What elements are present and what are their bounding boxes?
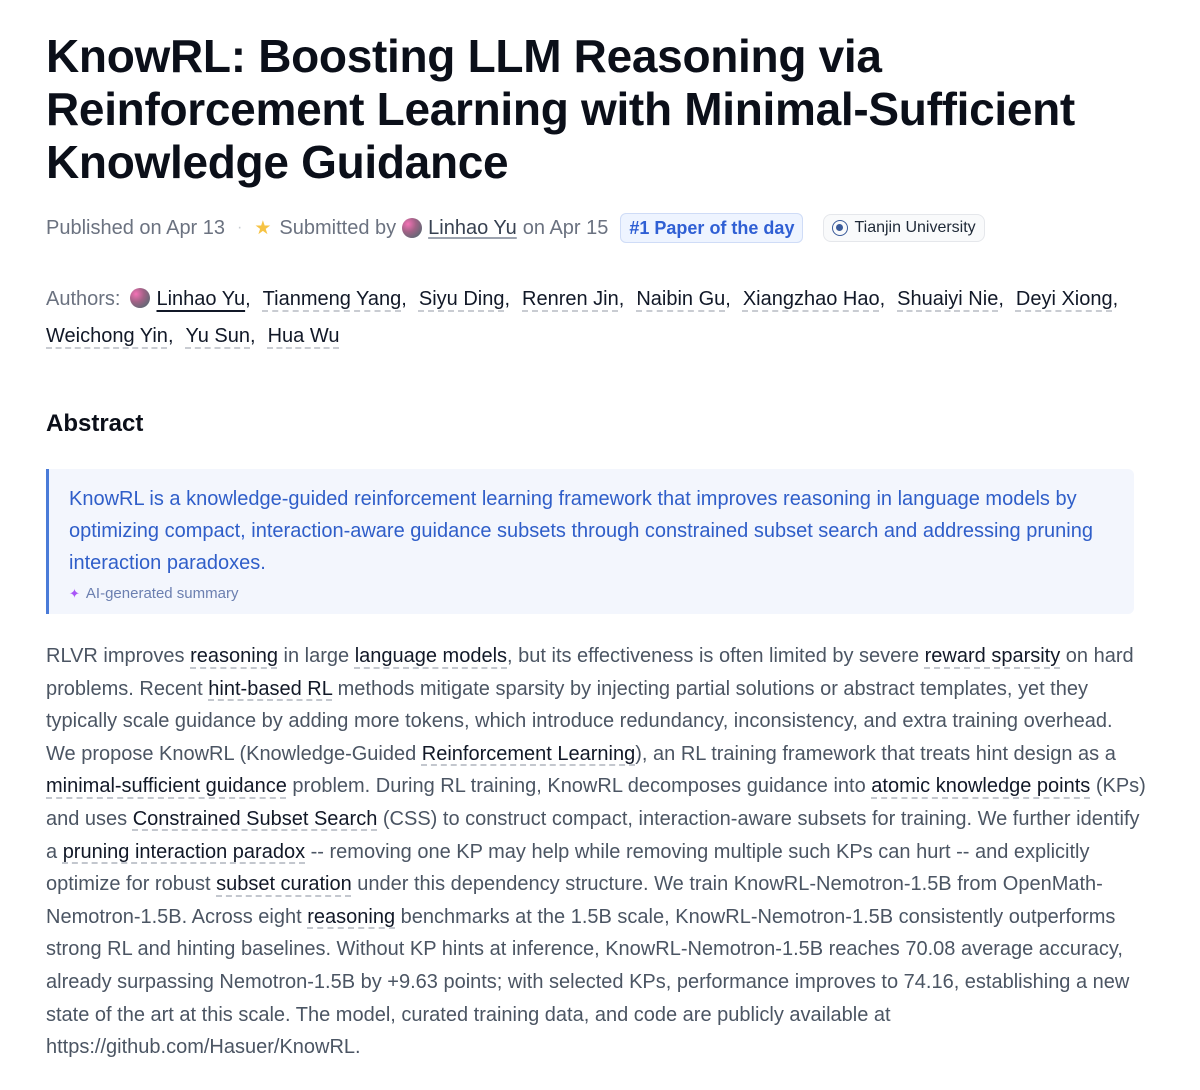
author-separator: , bbox=[250, 325, 256, 347]
abstract-term-link[interactable]: reward sparsity bbox=[924, 645, 1061, 667]
submitted-date: on Apr 15 bbox=[522, 216, 609, 239]
authors-list bbox=[46, 281, 1156, 355]
author-link[interactable]: Yu Sun bbox=[185, 325, 251, 347]
paper-meta bbox=[46, 211, 1154, 245]
star-icon: ★ bbox=[254, 217, 272, 239]
abstract-term-link[interactable]: atomic knowledge points bbox=[871, 775, 1091, 798]
university-seal-icon bbox=[832, 220, 848, 236]
author-separator: , bbox=[401, 288, 407, 310]
abstract-text: RLVR improves bbox=[46, 645, 191, 667]
ai-summary-label: AI-generated summary bbox=[85, 585, 239, 602]
authors-label: Authors: bbox=[46, 288, 121, 310]
author-separator: , bbox=[998, 288, 1004, 310]
abstract-term-link[interactable]: reasoning bbox=[307, 905, 396, 928]
abstract-text: , but its effectiveness is often limited by severe bbox=[507, 645, 925, 667]
author-link[interactable]: Linhao Yu bbox=[156, 288, 246, 310]
abstract-term-link[interactable]: language models bbox=[354, 645, 508, 667]
abstract-text: in large bbox=[277, 645, 355, 667]
author-link[interactable]: Renren Jin bbox=[522, 288, 619, 310]
abstract-text: on hard problems. Recent bbox=[46, 645, 1134, 700]
ai-summary-text: KnowRL is a knowledge-guided reinforcement learning framework that improves reasoning in language models by optimizing compact, interaction-aware guidance subsets through constrained subset search and addressing pruning interaction paradoxes. bbox=[69, 488, 1093, 574]
author-link[interactable]: Siyu Ding bbox=[418, 288, 505, 310]
ai-summary-label-row bbox=[69, 585, 1114, 602]
paper-title: KnowRL: Boosting LLM Reasoning via Reinforcement Learning with Minimal-Sufficient Knowledge Guidance bbox=[46, 30, 1075, 188]
author-link[interactable]: Xiangzhao Hao bbox=[742, 288, 880, 310]
abstract-text: methods mitigate sparsity by injecting partial solutions or abstract templates, yet they typically scale guidance by adding more tokens, which introduce redundancy, inconsistency, and extra training overhead. We propose KnowRL (Knowledge-Guided bbox=[46, 677, 1113, 765]
abstract-body bbox=[46, 640, 1146, 1064]
paper-of-the-day-badge[interactable]: #1 Paper of the day bbox=[620, 213, 803, 243]
author-avatar bbox=[130, 288, 150, 308]
ai-summary-box bbox=[46, 469, 1134, 614]
abstract-text: under this dependency structure. We train KnowRL-Nemotron-1.5B from OpenMath-Nemotron-1.5B. Across eight bbox=[46, 873, 1103, 928]
author-link[interactable]: Tianmeng Yang bbox=[262, 288, 402, 310]
author-separator: , bbox=[618, 288, 625, 310]
author-link[interactable]: Hua Wu bbox=[267, 325, 340, 347]
abstract-text: ), an RL training framework that treats hint design as a bbox=[635, 742, 1116, 765]
abstract-text: benchmarks at the 1.5B scale, KnowRL-Nemotron-1.5B consistently outperforms strong RL and hinting baselines. Without KP hints at inference, KnowRL-Nemotron-1.5B reaches 70.08 average accuracy, already surpassing Nemotron-1.5B by +9.63 points; with selected KPs, performance improves to 74.16, establishing a new state of the art at this scale. The model, curated training data, and code are publicly available at https://github.com/Hasuer/KnowRL. bbox=[46, 905, 1130, 1059]
author-separator: , bbox=[504, 288, 511, 310]
sparkle-icon: ✦ bbox=[69, 585, 80, 601]
abstract-term-link[interactable]: Constrained Subset Search bbox=[132, 807, 378, 830]
author-link[interactable]: Naibin Gu bbox=[636, 288, 726, 310]
author-separator: , bbox=[167, 325, 174, 347]
submitter-avatar[interactable] bbox=[402, 218, 422, 238]
submitted-by-label: Submitted by bbox=[279, 216, 397, 239]
author-separator: , bbox=[245, 288, 251, 310]
abstract-term-link[interactable]: hint-based RL bbox=[208, 677, 333, 700]
published-date: Published on Apr 13 bbox=[46, 216, 226, 239]
abstract-term-link[interactable]: Reinforcement Learning bbox=[421, 742, 636, 765]
abstract-term-link[interactable]: pruning interaction paradox bbox=[62, 840, 306, 863]
author-link[interactable]: Shuaiyi Nie bbox=[897, 288, 999, 310]
meta-separator: · bbox=[237, 219, 243, 236]
abstract-text: problem. During RL training, KnowRL decomposes guidance into bbox=[286, 775, 872, 798]
abstract-text: (CSS) to construct compact, interaction-aware subsets for training. We further identify a bbox=[46, 807, 1140, 863]
author-separator: , bbox=[725, 288, 731, 310]
submitter-link[interactable]: Linhao Yu bbox=[428, 216, 517, 239]
author-separator: , bbox=[1112, 288, 1119, 310]
author-link[interactable]: Deyi Xiong bbox=[1015, 288, 1113, 310]
organization-name: Tianjin University bbox=[854, 219, 976, 236]
abstract-heading: Abstract bbox=[46, 410, 144, 437]
abstract-term-link[interactable]: reasoning bbox=[190, 645, 278, 667]
abstract-term-link[interactable]: subset curation bbox=[216, 873, 352, 896]
abstract-text: -- removing one KP may help while removing multiple such KPs can hurt -- and explicitly optimize for robust bbox=[46, 840, 1090, 896]
author-separator: , bbox=[879, 288, 886, 310]
organization-badge[interactable] bbox=[823, 214, 984, 242]
abstract-term-link[interactable]: minimal-sufficient guidance bbox=[46, 775, 287, 798]
abstract-text: (KPs) and uses bbox=[46, 775, 1146, 830]
author-link[interactable]: Weichong Yin bbox=[46, 325, 168, 347]
